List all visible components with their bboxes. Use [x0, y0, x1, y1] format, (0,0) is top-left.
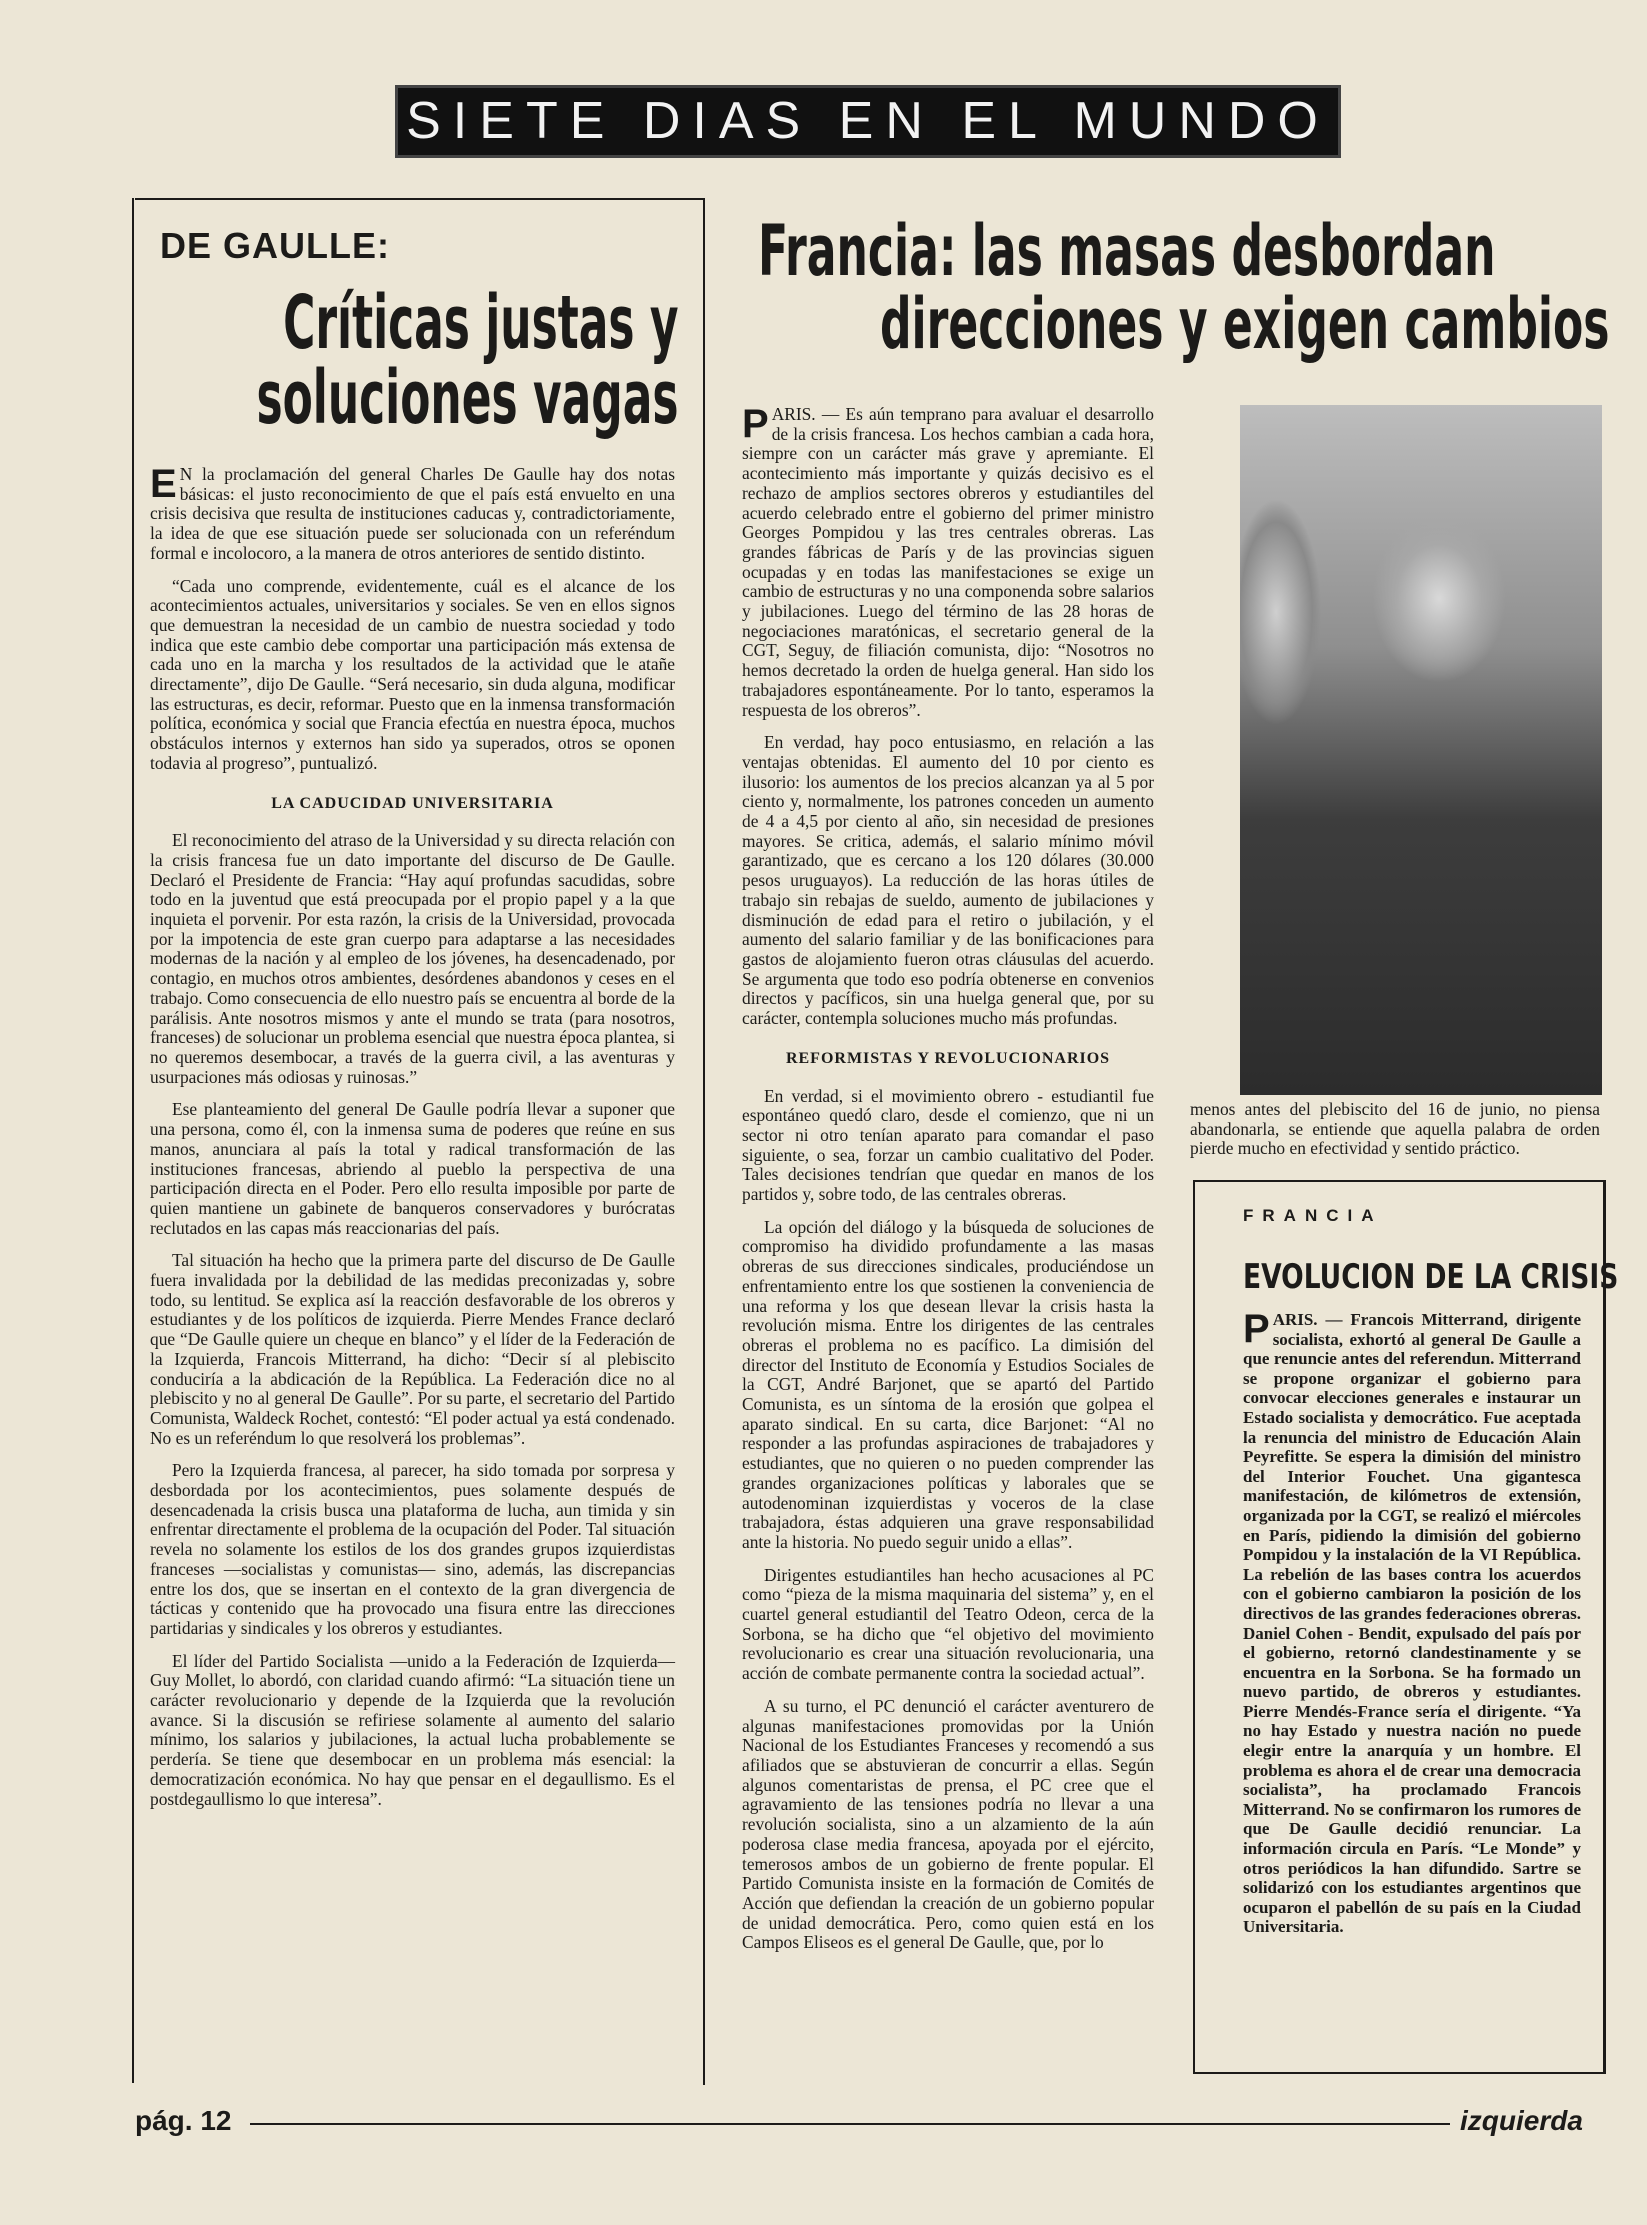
main-subhead: REFORMISTAS Y REVOLUCIONARIOS — [785, 1049, 1111, 1067]
crisis-sidebar — [1193, 1180, 1619, 2074]
crisis-dropcap: P — [1243, 1307, 1270, 1351]
main-article-body — [742, 402, 1154, 1966]
main-headline-line-2: direcciones y exigen cambios — [880, 282, 1610, 365]
left-paragraph: El reconocimiento del atraso de la Universidad y su directa relación con la crisis francesa fue un dato importante del discurso de De Gaulle. Declaró el Presidente de Francia: “Hay aquí profundas sacudidas, sobre todo en la juventud que está preocupada por el propio papel y a la que inquieta el porvenir. Por esta razón, la crisis de la Universidad, provocada por la impotencia de este gran cuerpo para adaptarse a las necesidades modernas de la nación y al empleo de los jóvenes, ha desencadenado, por contagio, en muchos otros ambientes, desórdenes abandonos y ceses en el trabajo. Como consecuencia de ello nuestro país se encuentra al borde de la parálisis. Ante nosotros mismos y ante el mundo se trata (para nosotros, franceses) de solucionar un problema esencial que nuestra época plantea, si no queremos desembocar, a través de la guerra civil, a las aventuras y usurpaciones más odiosas y ruinosas.” — [150, 830, 675, 1087]
left-paragraph: Tal situación ha hecho que la primera parte del discurso de De Gaulle fuera invalidada por la debilidad de las medidas preconizadas y, sobre todo, su lentitud. Se explica así la reacción desfavorable de los obreros y estudiantes y de los políticos de izquierda. Pierre Mendes France declaró que “De Gaulle quiere un cheque en blanco” y el líder de la Federación de la Izquierda, Francois Mitterrand, ha dicho: “Decir sí al plebiscito conduciría a la abdicación de la República. La Federación dice no al plebiscito y no al general De Gaulle”. Por su parte, el secretario del Partido Comunista, Waldeck Rochet, contestó: “El poder actual ya está condenado. No es un referéndum lo que resolverá los problemas”. — [150, 1250, 675, 1448]
page-number: pág. 12 — [135, 2105, 232, 2136]
main-paragraph: Dirigentes estudiantiles han hecho acusaciones al PC como “pieza de la misma maquinaria del sistema” y, en el cuartel general estudiantil del Teatro Odeon, cerca de la Sorbona, se ha dicho que “el objetivo del movimiento revolucionario es crear una situación revolucionaria, una acción de combate permanente contra la sociedad actual”. — [742, 1564, 1154, 1684]
main-paragraph: En verdad, si el movimiento obrero - estudiantil fue espontáneo quedó claro, desde el comienzo, que ni un sector ni otro tenían aparato para comandar el paso siguiente, o sea, forzar un cambio cualitativo del Poder. Tales decisiones tendrían que quedar en manos de los partidos y, sobre todo, de las centrales obreras. — [742, 1085, 1154, 1205]
main-paragraph: A su turno, el PC denunció el carácter aventurero de algunas manifestaciones promovidas por la Unión Nacional de los Estudiantes Franceses y recomendó a sus afiliados que se abstuvieran de concurrir a ellas. Según algunos comentaristas de prensa, el PC cree que el agravamiento de las tensiones podría no llevar a una revolución socialista, sino a un alzamiento de la aún poderosa clase media francesa, apoyada por el ejército, temerosos ambos de un gobierno de frente popular. El Partido Comunista insiste en la formación de Comités de Acción que defiendan la creación de un gobierno popular de unidad democrática. Pero, como quien está en los Campos Eliseos es el general De Gaulle, que, por lo — [742, 1695, 1154, 1953]
main-paragraph: La opción del diálogo y la búsqueda de soluciones de compromiso ha dividido profundamente a las masas obreras de sus direcciones sindicales, produciéndose un enfrentamiento entre los que sostienen la conveniencia de una reforma y los que desean llevar la crisis hasta la revolución misma. Entre los dirigentes de las centrales obreras el problema no es pacífico. La dimisión del director del Instituto de Economía y Estudios Sociales de la CGT, André Barjonet, que se apartó del Partido Comunista, es un síntoma de la erosión que golpea el aparato sindical. En su carta, dice Barjonet: “Al no responder a las profundas aspiraciones de trabajadores y estudiantes, que no quieren o no pueden comprender las grandes organizaciones políticas y laborales que se autodenominan izquierdistas y voceros de la clase trabajadora, éstas adquieren una grave responsabilidad ante la historia. No puedo seguir unido a ellas”. — [742, 1216, 1154, 1552]
left-article-body — [150, 462, 675, 1822]
main-paragraph-text: ARIS. — Es aún temprano para avaluar el desarrollo de la crisis francesa. Los hechos cambian a cada hora, siempre con un carácter más grave y apremiante. El acontecimiento más importante y quizás decisivo es el rechazo de amplios sectores obreros y estudiantiles del acuerdo celebrado entre el gobierno del primer ministro Georges Pompidou y las tres centrales obreras. Las grandes fábricas de París y de las provincias siguen ocupadas y en todas las manifestaciones se exige un cambio de estructuras y no una componenda sobre salarios y jubilaciones. Luego del término de las 28 horas de negociaciones maratónicas, el secretario general de la CGT, Seguy, de filiación comunista, dijo: “Nosotros no hemos decretado la orden de huelga general. Han sido los trabajadores espontáneamente. Por lo tanto, esperamos la respuesta de los obreros”. — [742, 404, 1154, 720]
left-paragraph: El líder del Partido Socialista —unido a la Federación de Izquierda— Guy Mollet, lo abordó, con claridad cuando afirmó: “La situación tiene un carácter revolucionario y depende de la Izquierda que la revolución avance. Si la discusión se refiriese solamente al aumento del salario mínimo, los salarios y jubilaciones, la actual lucha probablemente se perdería. Se tiene que desembocar en un problema más esencial: la democratización económica. No hay que pensar en el degaullismo. Es el postdegaullismo lo que interesa”. — [150, 1650, 675, 1809]
left-dropcap: E — [150, 462, 177, 506]
left-article-headline — [200, 280, 800, 441]
left-paragraph: “Cada uno comprende, evidentemente, cuál es el alcance de los acontecimientos actuales, universitarios y sociales. Se ven en ellos signos que demuestran la necesidad de un cambio de nuestra sociedad y todo indica que este cambio debe comportar una participación más extensa de cada uno en la marcha y los resultados de la actividad que le atañe directamente”, dijo De Gaulle. “Será necesario, sin duda alguna, modificar las estructuras, es decir, reformar. Puesto que en la inmensa transformación política, económica y social que Francia efectúa en nuestra época, muchos obstáculos internos y externos han sido ya superados, otros se oponen todavia al progreso”, puntualizó. — [150, 575, 675, 773]
crisis-kicker: FRANCIA — [1243, 1206, 1383, 1225]
left-headline-line-2: soluciones vagas — [256, 354, 679, 441]
left-article-kicker: DE GAULLE: — [160, 225, 390, 266]
left-paragraph: Ese planteamiento del general De Gaulle podría llevar a suponer que una persona, como él, con la inmensa suma de poderes que reúne en sus manos, anunciara al país la total y radical transformación de las instituciones francesas, abriendo al pueblo la perspectiva de una participación directa en el Poder. Pero ello resulta imposible por parte de quien mantiene un gabinete de banqueros conservadores y burócratas reclutados en las capas más reaccionarias del país. — [150, 1099, 675, 1238]
crisis-title: EVOLUCION DE LA CRISIS — [1243, 1257, 1619, 1297]
left-headline-line-1: Críticas justas y — [283, 280, 679, 366]
footer-rule — [250, 2123, 1450, 2125]
left-paragraph — [150, 462, 675, 564]
main-article-continuation: menos antes del plebiscito del 16 de junio, no piensa abandonarla, se entiende que aquella palabra de orden pierde mucho en efectividad y sentido práctico. — [1190, 1099, 1600, 1159]
left-paragraph: Pero la Izquierda francesa, al parecer, ha sido tomada por sorpresa y desbordada por los acontecimientos, pues solamente después de desencadenada la crisis busca una plataforma de lucha, aun timida y sin enfrentar directamente el problema de la ocupación del Poder. Tal situación revela no solamente los estilos de los dos grandes grupos izquierdistas franceses —socialistas y comunistas— sino, además, las discrepancias entre los dos, que se insertan en el contexto de la gran divergencia de tácticas y contenido que ha provocado una fisura entre las direcciones partidarias y sindicales y los obreros y estudiantes. — [150, 1460, 675, 1638]
left-subhead: LA CADUCIDAD UNIVERSITARIA — [271, 794, 554, 812]
crisis-text — [1243, 1307, 1581, 1937]
main-dropcap: P — [742, 402, 769, 446]
left-paragraph-text: N la proclamación del general Charles De Gaulle hay dos notas básicas: el justo reconocimiento de que el país está envuelto en una crisis decisiva que resulta de instituciones caducas y, contradictoriamente, la idea de que ese situación puede ser solucionada con un referéndum formal e incolocoro, a la manera de otros anteriores de sentido distinto. — [150, 464, 675, 563]
de-gaulle-photo — [1240, 405, 1602, 1095]
main-paragraph: En verdad, hay poco entusiasmo, en relación a las ventajas obtenidas. El aumento del 10 por ciento es ilusorio: los aumentos de los precios alcanzan ya al 5 por ciento y, normalmente, los patrones conceden un aumento de 4 a 4,5 por ciento al año, sin necesidad de presiones mayores. Se critica, además, el salario mínimo móvil garantizado, que es cercano a los 120 dólares (30.000 pesos uruguayos). La reducción de las horas útiles de trabajo sin rebajas de sueldo, aumento de jubilaciones y disminución de edad para el retiro o jubilación, y el aumento del salario familiar y de las bonificaciones para gastos de alojamiento fueron otras cláusulas del acuerdo. Se argumenta que todo eso podría obtenerse en convenios directos y pacíficos, sin una huelga general que, por su carácter, contempla soluciones mucho más profundas. — [742, 732, 1154, 1029]
main-headline-line-1: Francia: las masas desbordan — [758, 210, 1496, 292]
main-article-headline — [758, 210, 1618, 365]
publication-logo: izquierda — [1460, 2105, 1583, 2136]
left-article-border — [132, 198, 134, 2083]
crisis-text-body: ARIS. — Francois Mitterrand, dirigente socialista, exhortó al general De Gaulle a que renuncie antes del referendun. Mitterrand se propone organizar el gobierno para convocar elecciones generales e instaurar un Estado socialista y democrático. Fue aceptada la renuncia del ministro de Educación Alain Peyrefitte. Se espera la dimisión del ministro del Interior Fouchet. Una gigantesca manifestación, de kilómetros de extensión, organizada por la CGT, se realizó el miércoles en París, pidiendo la dimisión del gobierno Pompidou y la instalación de la VI República. La rebelión de las bases contra los acuerdos con el gobierno cambiaron la posición de los directivos de las grandes federaciones obreras. Daniel Cohen - Bendit, expulsado del país por el gobierno, retornó clandestinamente y se encuentra en la Sorbona. Se ha formado un nuevo partido, de obreros y estudiantes. Pierre Mendés-France sería el dirigente. “Ya no hay Estado y nuestra nación no puede elegir entre la anarquía y un hombre. El problema es ahora el de crear una democracia socialista”, ha proclamado Francois Mitterrand. No se confirmaron los rumores de que De Gaulle decidió renunciar. La información circula en París. “Le Monde” y otros periódicos la han difundido. Sartre se solidarizó con los estudiantes argentinos que ocuparon el pabellón de su país en la Ciudad Universitaria. — [1243, 1310, 1581, 1937]
main-paragraph — [742, 402, 1154, 720]
section-banner: SIETE DIAS EN EL MUNDO — [395, 85, 1341, 158]
